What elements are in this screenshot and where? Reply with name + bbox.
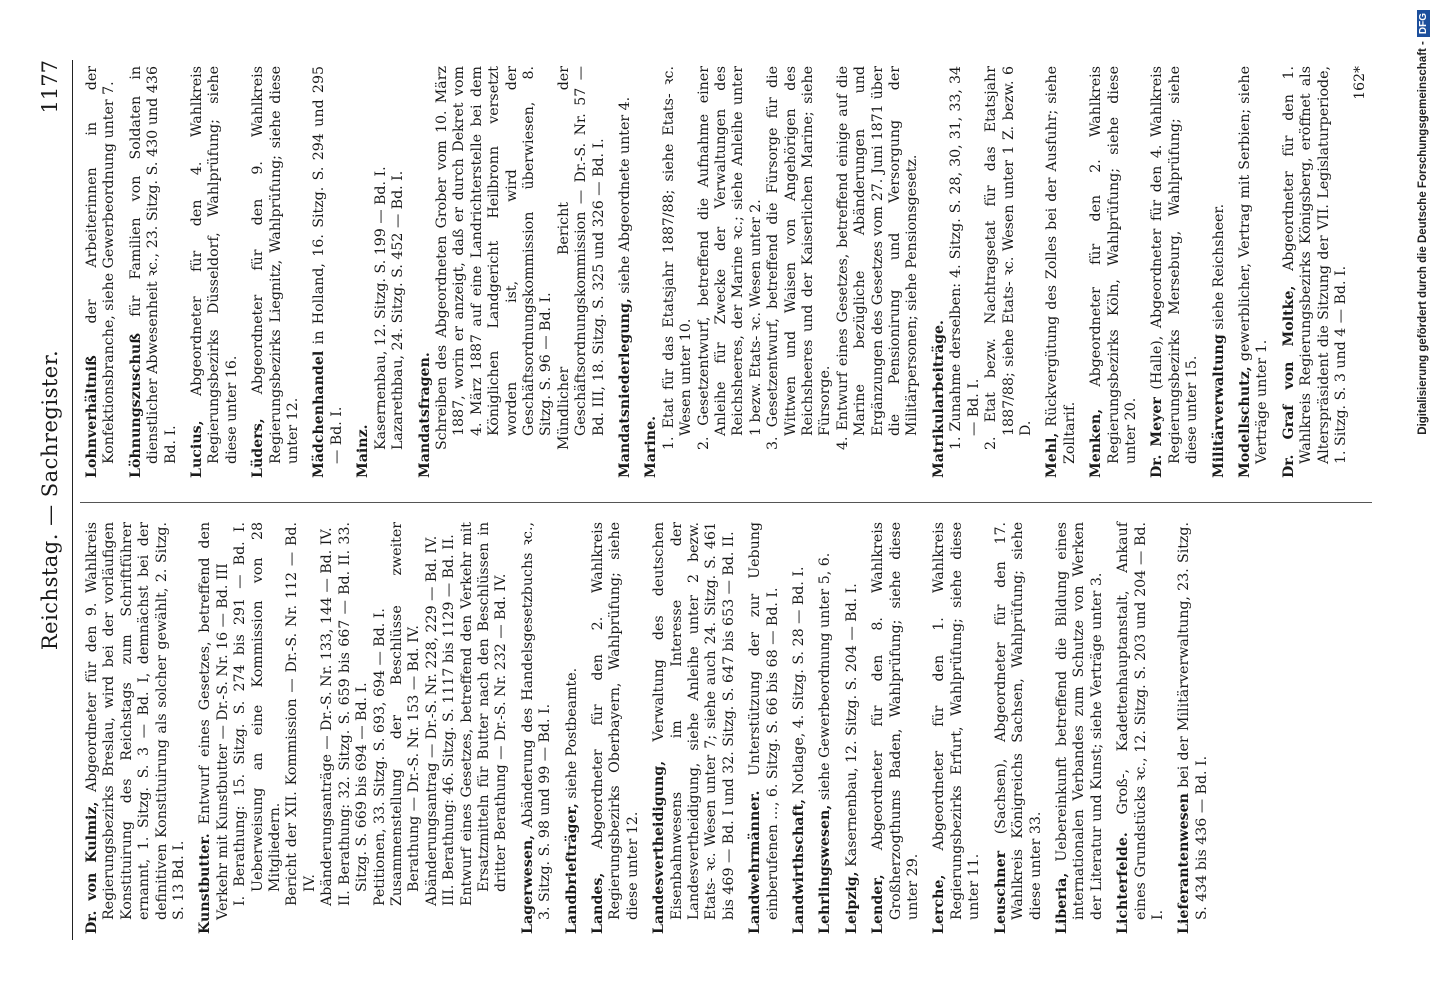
entry-subitem: Lazarethbau, 24. Sitzg. S. 452 — Bd. I. (390, 170, 407, 450)
entry-subitem: II. Berathung: 32. Sitzg. S. 659 bis 667 — Bd. II. 33. Sitzg. S. 669 bis 694 — Bd. I. (336, 522, 371, 906)
entry-subitem: Bericht der XII. Kommission — Dr.-S. Nr. 112 — Bd. IV. (284, 522, 318, 906)
entry-heading: Landwirthschaft, (791, 798, 808, 934)
dfg-text: Digitalisierung gefördert durch die Deutsche Forschungsgemeinschaft - (1417, 41, 1429, 435)
index-entry (1149, 66, 1201, 478)
entry-heading: Marine. (643, 415, 660, 478)
entry-heading: Leuschner (992, 850, 1009, 934)
index-entry (1054, 522, 1106, 934)
entry-heading: Lüders, (250, 418, 267, 478)
entry-subitem: III. Berathung: 46. Sitzg. S. 1117 bis 1129 — Bd. II. (441, 534, 458, 906)
entry-text: (Halle), Abgeordneter für den 4. Wahlkreis Regierungsbezirks Merseburg, Wahlprüfung; siehe diese unter 15. (1149, 66, 1201, 464)
entry-text: Abgeordneter für den 1. Wahlkreis Regierungsbezirks Erfurt, Wahlprüfung; siehe diese unter 11. (931, 521, 983, 920)
header-rule (72, 60, 73, 940)
entry-subitem: I. Berathung: 15. Sitzg. S. 274 bis 291 — Bd. I. Ueberweisung an eine Kommission von 28 Mitgliedern. (232, 522, 284, 906)
entry-heading: Mandatsniederlegung, (616, 298, 633, 478)
index-entry (1211, 66, 1228, 478)
entry-subitem: 3. Gesetzentwurf, betreffend die Fürsorge für die Wittwen und Waisen von Angehörigen des Reichsheeres und der Kaiserlichen Marine; siehe Fürsorge. (765, 66, 834, 450)
entry-subitem: 2. Etat bezw. Nachtragsetat für das Etatsjahr 1887/88; siehe Etats- ꝛc. Wesen unter 1 Z. bezw. 6 D. (983, 66, 1034, 450)
dfg-logo: DFG (1417, 10, 1430, 37)
entry-subitem: Petitionen, 33. Sitzg. S. 693, 694 — Bd. I. (371, 608, 388, 906)
index-entry (870, 522, 922, 934)
index-entry (791, 522, 808, 934)
index-entry (1088, 66, 1140, 478)
entry-heading: Landbriefträger, (563, 803, 580, 934)
column-divider (80, 502, 1372, 503)
entry-heading: Lagerwesen, (519, 834, 536, 934)
index-entry (747, 522, 782, 934)
index-entry (564, 522, 581, 934)
index-entry (1281, 66, 1351, 478)
index-entry (1115, 522, 1167, 934)
index-entry (250, 66, 302, 478)
entry-subitem: Schreiben des Abgeordneten Grober vom 10. März 1887, worin er anzeigt, daß er durch Dekret vom 4. März 1887 auf eine Landrichterstelle bei dem Königlichen Landgericht Heilbronn versetzt worden ist, wird der Geschäftsordnungskommission überwiesen, 8. Sitzg. S. 96 — Bd. I. (433, 66, 555, 450)
index-entry (1237, 66, 1272, 478)
entry-text: Abgeordneter für den 9. Wahlkreis Regierungsbezirks Liegnitz, Wahlprüfung; siehe diese unter 12. (250, 65, 302, 464)
entry-heading: Mädchenhandel (311, 350, 328, 478)
entry-text: Notlage, 4. Sitzg. S. 28 — Bd. I. (791, 566, 808, 795)
index-entry (1176, 522, 1211, 934)
entry-text: (Sachsen), Abgeordneter für den 17. Wahlkreis Königreichs Sachsen, Wahlprüfung; siehe diese unter 33. (992, 521, 1044, 920)
index-entry (931, 66, 1035, 478)
entry-text: Abgeordneter für den 8. Wahlkreis Großherzogthums Baden, Wahlprüfung; siehe diese unter 29. (870, 521, 922, 920)
index-entry (189, 66, 241, 478)
entry-heading: Dr. von Kulmiz, (84, 801, 100, 934)
signature-mark: 162* (1352, 66, 1368, 100)
entry-subitem: Abänderungsanträge — Dr.-S. Nr. 133, 144 — Bd. IV. (319, 527, 336, 906)
entry-heading: Landes, (589, 872, 606, 934)
entry-text: in Holland, 16. Sitzg. S. 294 und 295 — Bd. I. (311, 65, 345, 464)
entry-text: Abgeordneter für den 4. Wahlkreis Regierungsbezirks Düsseldorf, Wahlprüfung; siehe diese unter 16. (189, 66, 240, 464)
entry-subitem: Mündlicher Bericht der Geschäftsordnungskommission — Dr.-S. Nr. 57 — Bd. III, 18. Sitzg. S. 325 und 326 — Bd. I. (555, 66, 607, 450)
entry-subitem: Zusammenstellung der Beschlüsse zweiter Berathung — Dr.-S. Nr. 153 — Bd. IV. (388, 522, 423, 906)
index-entry (643, 66, 922, 478)
entry-text: siehe Postbeamte. (563, 667, 580, 799)
index-entry (817, 522, 834, 934)
index-entry (993, 522, 1045, 934)
entry-heading: Landesvertheidigung, (651, 760, 668, 934)
entry-subitem: 1. Zunahme derselben: 4. Sitzg. S. 28, 30, 31, 33, 34 — Bd. I. (948, 66, 982, 450)
index-entry (1044, 66, 1079, 478)
entry-text: siehe Reichsheer. (1210, 203, 1227, 330)
entry-text: Abgeordneter für den 9. Wahlkreis Regierungsbezirks Breslau, wird bei der vorläufigen Konstituirung des Reichstags zum Schriftführer ernannt, 1. Sitzg. S. 3 — Bd. I, demnächst bei der definitiven Konstituirung als solcher gewählt, 2. Sitzg. S. 13 Bd. I. (84, 521, 188, 920)
entry-heading: Mehl, (1044, 432, 1061, 478)
entry-heading: Liberia, (1053, 872, 1070, 934)
index-entry (617, 66, 634, 478)
entry-subitem: 1. Etat für das Etatsjahr 1887/88; siehe Etats- ꝛc. Wesen unter 10. (660, 66, 695, 450)
entry-heading: Dr. Meyer (1149, 397, 1166, 478)
entry-text: Rückvergütung des Zolles bei der Ausfuhr; siehe Zolltarif. (1044, 66, 1078, 464)
entry-text: für Familien von Soldaten in dienstlicher Abwesenheit ꝛc., 23. Sitzg. S. 430 und 436 Bd. I. (127, 66, 179, 464)
entry-heading: Dr. Graf von Moltke, (1280, 285, 1297, 478)
dfg-watermark (1395, 0, 1432, 1000)
index-entry (355, 66, 407, 478)
page-number: 1177 (38, 60, 62, 114)
entry-heading: Lerche, (931, 874, 948, 934)
entry-text: Abgeordneter für den 2. Wahlkreis Regierungsbezirks Oberbayern, Wahlprüfung; siehe diese unter 12. (589, 521, 641, 920)
index-entry (84, 522, 188, 934)
entry-heading: Löhnungszuschuß (127, 332, 144, 478)
entry-subitem: 4. Entwurf eines Gesetzes, betreffend einige auf die Marine bezügliche Abänderungen und Ergänzungen des Gesetzes vom 27. Juni 1871 über die Pensionirung und Versorgung der Militärpersonen; siehe Pensionsgesetz. (834, 66, 921, 450)
entry-heading: Mandatsfragen. (416, 352, 433, 478)
entry-text: siehe Abgeordnete unter 4. (616, 96, 633, 294)
entry-text: Unterstützung der zur Uebung einberufenen ..., 6. Sitzg. S. 66 bis 68 — Bd. I. (747, 522, 781, 920)
entry-text: Entwurf eines Gesetzes, betreffend den Verkehr mit Kunstbutter — Dr.-S. Nr. 16 — Bd. III (197, 521, 231, 920)
entry-heading: Landwehrmänner. (747, 790, 764, 934)
index-entry (128, 66, 180, 478)
entry-subitem: Entwurf eines Gesetzes, betreffend den Verkehr mit Ersatzmitteln für Butter nach den Beschlüssen in dritter Berathung — Dr.-S. Nr. 232 — Bd. IV. (458, 522, 510, 906)
index-entry (590, 522, 642, 934)
entry-heading: Mainz. (355, 424, 372, 478)
index-entry (520, 522, 555, 934)
index-entry (651, 522, 738, 934)
index-entry (197, 522, 510, 934)
entry-text: Groß-, Kadettenhauptanstalt, Ankauf eines Grundstücks ꝛc., 12. Sitzg. S. 203 und 204 — Bd. I. (1115, 522, 1166, 920)
entry-text: Abgeordneter für den 2. Wahlkreis Regierungsbezirks Köln, Wahlprüfung; siehe diese unter 20. (1088, 65, 1139, 464)
index-entry (84, 66, 119, 478)
entry-heading: Lohnverhältniß (84, 355, 100, 478)
entry-heading: Menken, (1088, 408, 1105, 478)
entry-heading: Lieferantenwesen (1176, 793, 1193, 934)
entry-heading: Lehrlingswesen, (817, 804, 834, 934)
page-header (38, 60, 68, 940)
entry-text: siehe Gewerbeordnung unter 5, 6. (817, 552, 834, 801)
entry-text: bei der Militärverwaltung, 23. Sitzg. S. 434 bis 436 — Bd. I. (1176, 521, 1210, 920)
index-entry (844, 522, 861, 934)
entry-heading: Matrikularbeiträge. (930, 320, 947, 478)
entry-text: Abgeordneter für den 1. Wahlkreis Regierungsbezirks Königsberg, eröffnet als Alterspräsident die Sitzung der VII. Legislaturperiode, 1. Sitzg. S. 3 und 4 — Bd. I. (1280, 65, 1349, 464)
index-entry (417, 66, 608, 478)
entry-heading: Militärverwaltung (1210, 334, 1227, 478)
entry-text: Verwaltung des deutschen Eisenbahnwesens im Interesse der Landesvertheidigung, siehe Anleihe unter 2 bezw. Etats- ꝛc. Wesen unter 7; siehe auch 24. Sitzg. S. 461 bis 469 — Bd. I und 32. Sitzg. S. 647 bis 653 — Bd. II. (651, 521, 737, 920)
entry-subitem: Abänderungsantrag — Dr.-S. Nr. 228, 229 — Bd. IV. (423, 535, 440, 906)
entry-text: Uebereinkunft betreffend die Bildung eines internationalen Verbandes zum Schutze von Werken der Literatur und Kunst; siehe Verträge unter 3. (1053, 522, 1105, 920)
entry-heading: Kunstbutter. (197, 833, 214, 934)
page-title: Reichstag. — Sachregister. (38, 349, 62, 651)
entry-text: der Arbeiterinnen in der Konfektionsbranche, siehe Gewerbeordnung unter 7. (84, 66, 118, 464)
left-column (84, 522, 1220, 934)
entry-text: gewerblicher, Vertrag mit Serbien; siehe Verträge unter 1. (1236, 65, 1271, 464)
entry-heading: Modellschutz, (1236, 366, 1253, 478)
entry-heading: Lucius, (189, 420, 206, 478)
entry-heading: Lichterfelde. (1115, 832, 1132, 934)
index-entry (931, 522, 983, 934)
entry-heading: Lender, (870, 874, 887, 934)
entry-text: Kasernenbau, 12. Sitzg. S. 204 — Bd. I. (843, 583, 860, 867)
entry-text: Abänderung des Handelsgesetzbuchs ꝛc., 3. Sitzg. S. 98 und 99 — Bd. I. (519, 522, 554, 920)
right-column (84, 66, 1359, 478)
entry-heading: Leipzig, (843, 871, 860, 934)
index-entry (311, 66, 346, 478)
entry-subitem: Kasernenbau, 12. Sitzg. S. 199 — Bd. I. (372, 166, 389, 450)
entry-subitem: 2. Gesetzentwurf, betreffend die Aufnahme einer Anleihe für Zwecke der Verwaltungen des Reichsheeres, der Marine ꝛc.; siehe Anleihe unter 1 bezw. Etats- ꝛc. Wesen unter 2. (695, 66, 764, 450)
